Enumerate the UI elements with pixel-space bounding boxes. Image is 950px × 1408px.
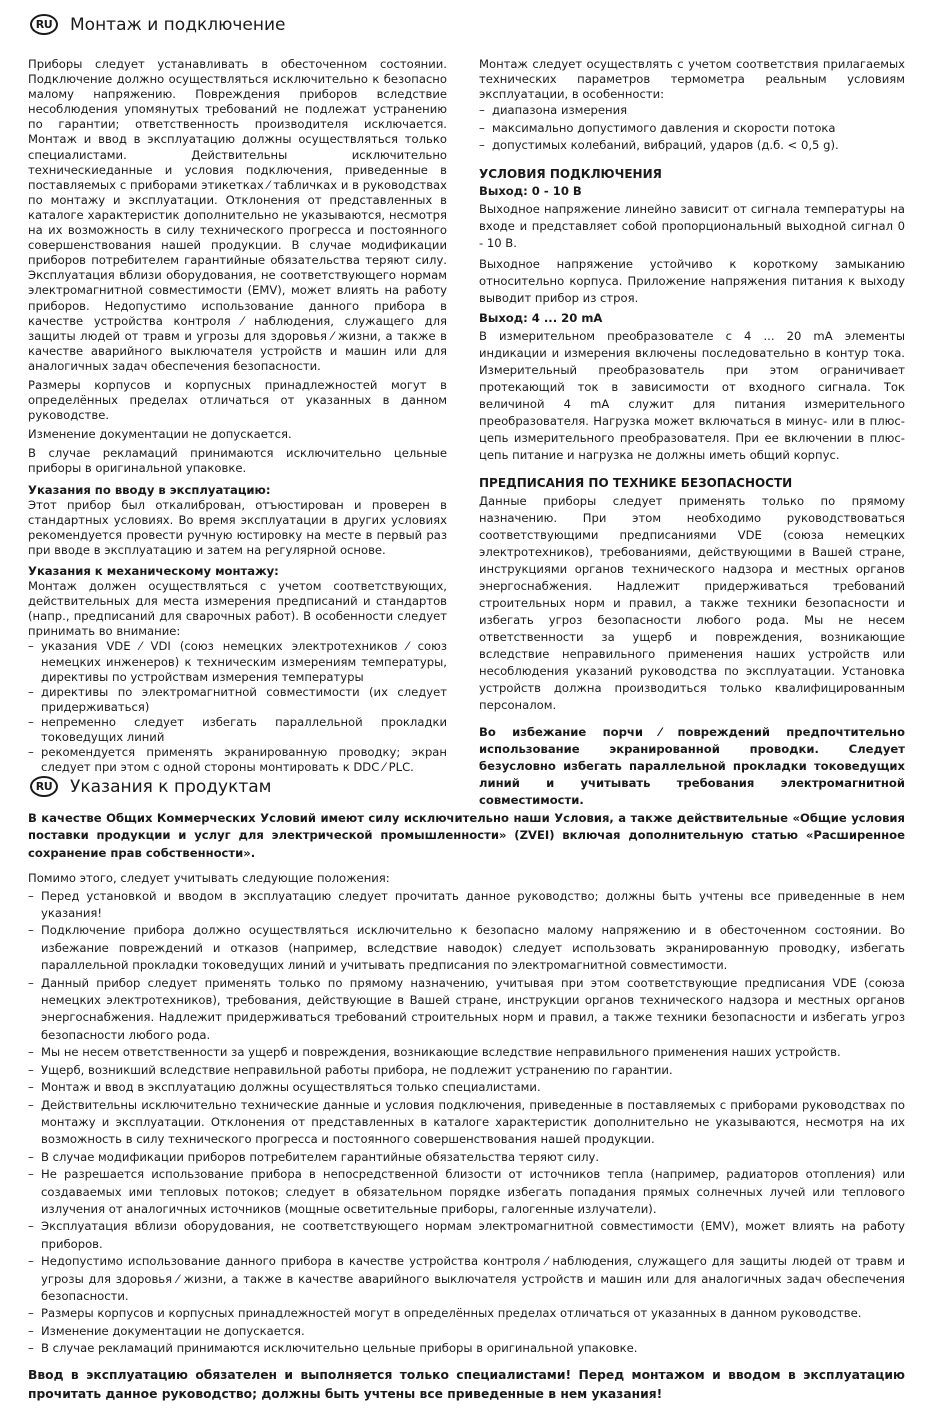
paragraph: В измерительном преобразователе с 4 ... 20 mA элементы индикации и измерения включены последовательно в контур тока. Измерительный преобразователь при этом ограничивает протекающий ток в зависимости от входного сигнала. Ток величиной 4 mA служит для питания измерительного преобразователя. Нагрузка может включаться в минус- или в плюс-цепь измерительного преобразователя. При ее включении в плюс-цепь питание и нагрузка не должны иметь общий корпус. (479, 329, 905, 463)
list-item: – диапазона измерения (479, 102, 905, 120)
paragraph: Этот прибор был откалиброван, отъюстирован и проверен в стандартных условиях. Во время эксплуатации в других условиях рекомендуется провести ручную юстировку на месте в первый раз при вводе в эксплуатацию и затем на регулярной основе. (28, 497, 447, 557)
intro-bold-paragraph: В качестве Общих Коммерческих Условий имеют силу исключительно наши Условия, а также действительные «Общие условия поставки продукции и услуг для электрической промышленности» (ZVEI) включая дополнительную статью «Расширенное сохранение прав собственности». (28, 811, 905, 860)
list-item: – максимально допустимого давления и скорости потока (479, 120, 905, 138)
subheading-output-current: Выход: 4 ... 20 mA (479, 310, 603, 325)
left-column (28, 57, 447, 779)
list-item: – Подключение прибора должно осуществляться исключительно к безопасно малому напряжению и в обесточенном состоянии. Во избежание повреждений и отказов (например, вследствие наводок) следует использовать экранированную проводку, избегать параллельной прокладки токоведущих линий и учитывать предписания по электромагнитной совместимости. (28, 922, 905, 974)
paragraph: Монтаж должен осуществляться с учетом соответствующих, действительных для места измерения предписаний и стандартов (напр., предписаний для сварочных работ). В особенности следует принимать во внимание: (28, 579, 447, 639)
paragraph: Выходное напряжение линейно зависит от сигнала температуры на входе и представляет собой пропорциональный выходной сигнал 0 - 10 В. (479, 201, 905, 250)
section-header-products (30, 776, 272, 797)
subheading-commissioning: Указания по вводу в эксплуатацию: (28, 482, 271, 497)
list-item: – Размеры корпусов и корпусных принадлежностей могут в определённых пределах отличаться от указанных в данном руководстве. (28, 1305, 905, 1322)
subheading-mechanical: Указания к механическому монтажу: (28, 564, 279, 578)
section-title: Монтаж и подключение (70, 14, 286, 35)
list-item: – Данный прибор следует применять только по прямому назначению, учитывая при этом соответствующие предписания VDE (союза немецких электротехников), требования, действующие в Вашей стране, инструкции органов технического надзора и местных органов энергоснабжения. Надлежит придерживаться требований строительных норм и правил, а также техники безопасности и избегать угроз безопасности любого рода. (28, 975, 905, 1045)
list-item: – Перед установкой и вводом в эксплуатацию следует прочитать данное руководство; должны быть учтены все приведенные в нем указания! (28, 888, 905, 923)
final-bold-paragraph: Ввод в эксплуатацию обязателен и выполняется только специалистами! Перед монтажом и вводом в эксплуатацию прочитать данное руководство; должны быть учтены все приведенные в нем указания! (28, 1367, 905, 1401)
list-item: – Недопустимо использование данного прибора в качестве устройства контроля ⁄ наблюдения, служащего для защиты людей от травм и угрозы для здоровья ⁄ жизни, а также в качестве аварийного выключателя устройств и машин или для аналогичных задач обеспечения безопасности. (28, 1253, 905, 1305)
list-item: – указания VDE ⁄ VDI (союз немецких электротехников ⁄ союз немецких инженеров) к техническим измерениям температуры, директивы по устройствам измерения температуры (28, 639, 447, 684)
section-header-installation (30, 14, 286, 35)
list-item: – Монтаж и ввод в эксплуатацию должны осуществляться только специалистами. (28, 1079, 905, 1096)
list-item: – Мы не несем ответственности за ущерб и повреждения, возникающие вследствие неправильного применения наших устройств. (28, 1044, 905, 1061)
list-item: – Ущерб, возникший вследствие неправильной работы прибора, не подлежит устранению по гарантии. (28, 1062, 905, 1079)
paragraph: Данные приборы следует применять только по прямому назначению. При этом необходимо руководствоваться соответствующими предписаниями VDE (союза немецких электротехников), требованиями, действующими в Вашей стране, инструкциями органов технического надзора и местных органов энергоснабжения. Надлежит придерживаться требований строительных норм и правил, а также техники безопасности и избегать угроз безопасности любого рода. Мы не несем ответственности за ущерб и повреждения, возникающие вследствие неправильного применения наших устройств или несоблюдения указаний руководства по эксплуатации. Установка устройств должна производиться только квалифицированным персоналом. (479, 494, 905, 713)
products-section (28, 810, 905, 1408)
list-item: – Эксплуатация вблизи оборудования, не соответствующего нормам электромагнитной совместимости (EMV), может влиять на работу приборов. (28, 1218, 905, 1253)
paragraph: В случае рекламаций принимаются исключительно цельные приборы в оригинальной упаковке. (28, 446, 447, 476)
paragraph: Приборы следует устанавливать в обесточенном состоянии. Подключение должно осуществляться исключительно к безопасно малому напряжению. Повреждения приборов вследствие несоблюдения упомянутых требований не подлежат устранению по гарантии; ответственность производителя исключается. Монтаж и ввод в эксплуатацию должны осуществляться только специалистами. Действительны исключительно техническиеданные и условия подключения, приведенные в поставляемых с приборами этикетках ⁄ табличках и в руководствах по монтажу и эксплуатации. Отклонения от представленных в каталоге характеристик дополнительно не указываются, несмотря на их возможность в силу технического прогресса и постоянного совершенствования нашей продукции. В случае модификации приборов потребителем гарантийные обязательства теряют силу. Эксплуатация вблизи оборудования, не соответствующего нормам электромагнитной совместимости (EMV), может влиять на работу приборов. Недопустимо использование данного прибора в качестве устройства контроля ⁄ наблюдения, служащего для защиты людей от травм и угрозы для здоровья ⁄ жизни, а также в качестве аварийного выключателя устройств и машин или для аналогичных задач обеспечения безопасности. (28, 57, 447, 373)
heading-connection-conditions: УСЛОВИЯ ПОДКЛЮЧЕНИЯ (479, 166, 662, 181)
list-item: – Не разрешается использование прибора в непосредственной близости от источников тепла (например, радиаторов отопления) или создаваемых ими тепловых потоков; следует в обязательном порядке избегать попадания прямых солнечных лучей или теплового излучения от аналогичных источников (мощные осветительные приборы, галогенные излучатели). (28, 1166, 905, 1218)
conditions-list (479, 102, 905, 155)
list-item: – Действительны исключительно технические данные и условия подключения, приведенные в поставляемых с приборами руководствах по монтажу и эксплуатации. Отклонения от представленных в каталоге характеристик дополнительно не указываются, несмотря на их возможность в силу технического прогресса и постоянного совершенствования нашей продукции. (28, 1097, 905, 1149)
list-item: – директивы по электромагнитной совместимости (их следует придерживаться) (28, 685, 447, 715)
paragraph: Размеры корпусов и корпусных принадлежностей могут в определённых пределах отличаться от указанных в данном руководстве. (28, 377, 447, 423)
list-item: – допустимых колебаний, вибраций, ударов (д.б. < 0,5 g). (479, 137, 905, 155)
list-item: – В случае модификации приборов потребителем гарантийные обязательства теряют силу. (28, 1149, 905, 1166)
bold-paragraph: Во избежание порчи ⁄ повреждений предпочтительно использование экранированной проводки. Следует безусловно избегать параллельной прокладки токоведущих линий и учитывать требования электромагнитной совместимости. (479, 725, 905, 808)
language-badge: RU (30, 14, 58, 35)
list-item: – непременно следует избегать параллельной прокладки токоведущих линий (28, 715, 447, 745)
list-item: – В случае рекламаций принимаются исключительно цельные приборы в оригинальной упаковке. (28, 1340, 905, 1357)
paragraph: Монтаж следует осуществлять с учетом соответствия прилагаемых технических параметров термометра реальным условиям эксплуатации, в особенности: (479, 57, 905, 102)
mechanical-list (28, 639, 447, 775)
paragraph: Изменение документации не допускается. (28, 427, 292, 442)
right-column (479, 57, 905, 813)
section-title: Указания к продуктам (70, 776, 272, 797)
list-item: – рекомендуется применять экранированную проводку; экран следует при этом с одной стороны монтировать к DDC ⁄ PLC. (28, 745, 447, 775)
subheading-output-voltage: Выход: 0 - 10 В (479, 183, 582, 198)
language-badge: RU (30, 776, 58, 797)
lead-text: Помимо этого, следует учитывать следующие положения: (28, 871, 390, 886)
paragraph: Выходное напряжение устойчиво к короткому замыканию относительно корпуса. Приложение напряжения питания к выходу выводит прибор из строя. (479, 256, 905, 305)
products-list (28, 888, 905, 1358)
list-item: – Изменение документации не допускается. (28, 1323, 905, 1340)
heading-safety: ПРЕДПИСАНИЯ ПО ТЕХНИКЕ БЕЗОПАСНОСТИ (479, 476, 793, 491)
